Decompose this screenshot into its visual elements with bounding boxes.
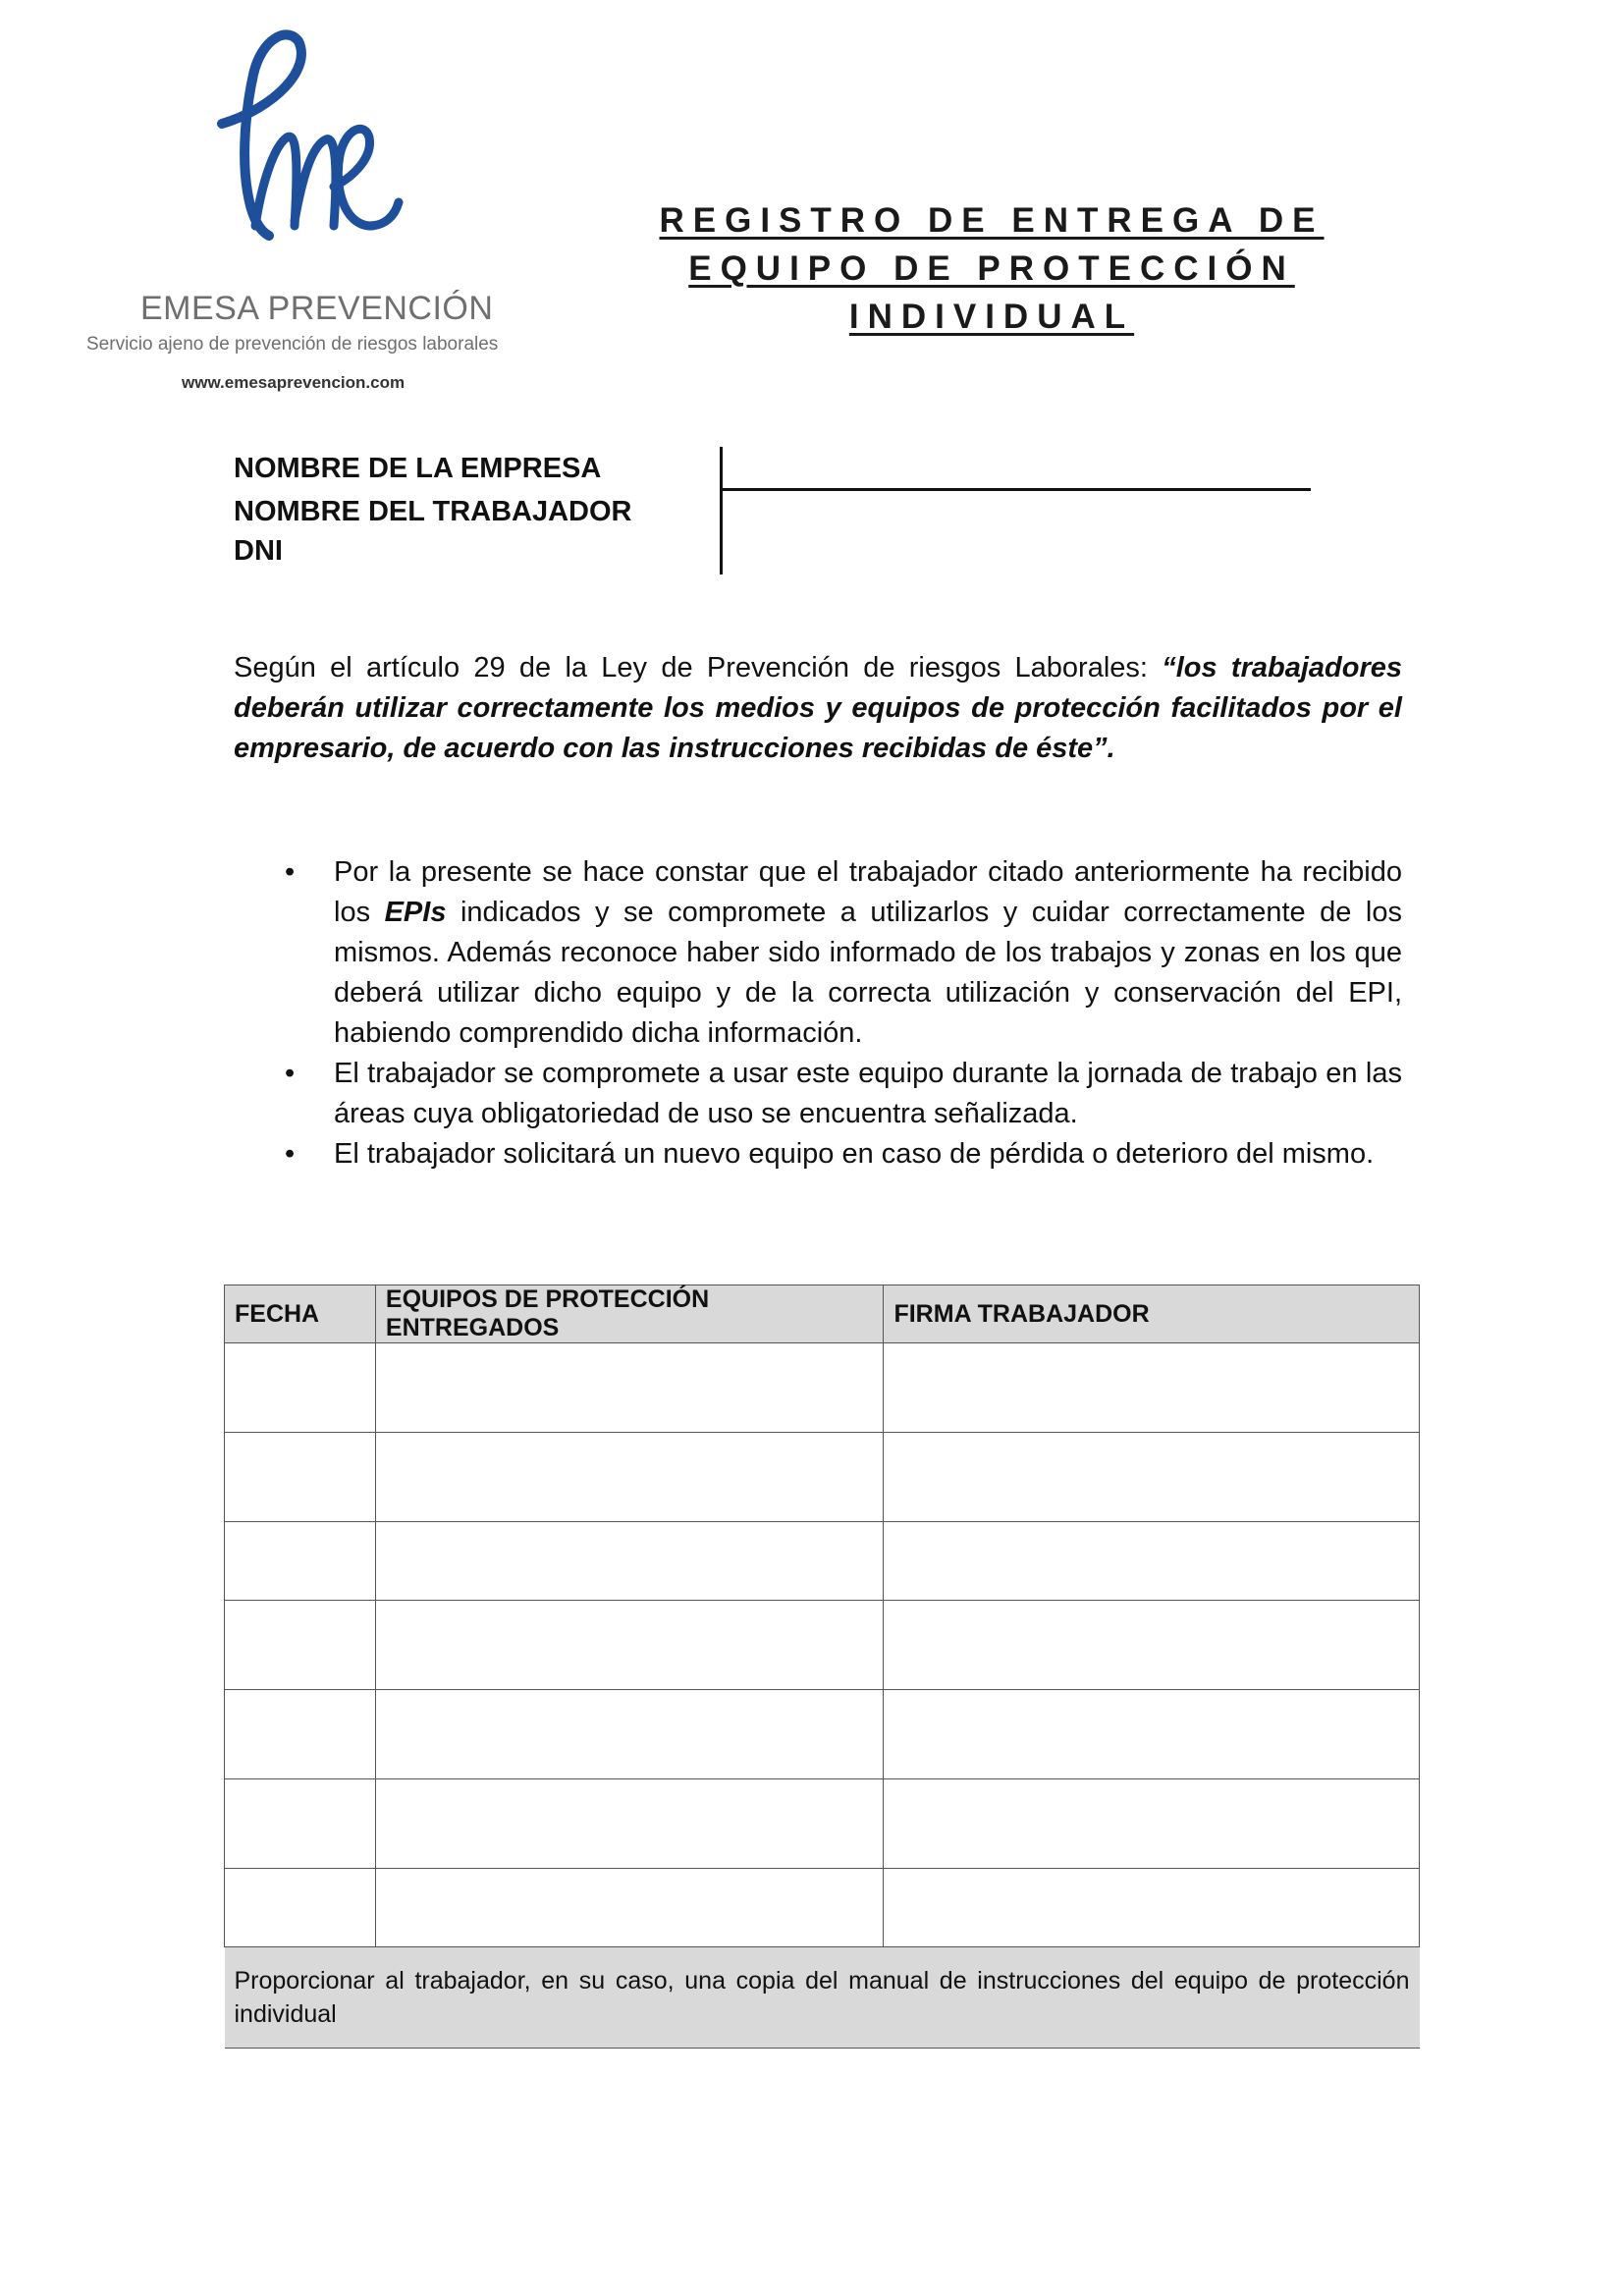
date-cell[interactable] bbox=[225, 1869, 376, 1947]
law-quote: “los trabajadores deberán utilizar correctamente los medios y equipos de protección facilitados por el empresario, de acuerdo con las instrucciones recibidas de éste”. bbox=[234, 652, 1403, 764]
bullet-3-text: El trabajador solicitará un nuevo equipo en caso de pérdida o deterioro del mismo. bbox=[334, 1138, 1375, 1170]
equipment-cell[interactable] bbox=[375, 1601, 884, 1690]
bullet-1-text-end: indicados y se compromete a utilizarlos y cuidar correctamente de los mismos. Además reconoce haber sido informado de los trabajos y zonas en los que deberá utilizar dicho equipo y de la correcta utilización y conservación del EPI, habiendo comprendido dicha información. bbox=[334, 897, 1402, 1049]
title-line-2: EQUIPO DE PROTECCIÓN bbox=[688, 249, 1295, 288]
equipment-cell[interactable] bbox=[375, 1690, 884, 1779]
table-row bbox=[225, 1601, 1420, 1690]
signature-cell[interactable] bbox=[884, 1601, 1420, 1690]
table-header-row bbox=[225, 1285, 1420, 1343]
document-title bbox=[609, 196, 1375, 341]
date-cell[interactable] bbox=[225, 1779, 376, 1869]
equipment-cell[interactable] bbox=[375, 1433, 884, 1522]
company-name-field-line[interactable] bbox=[722, 488, 1311, 491]
bullet-1-emphasis: EPIs bbox=[384, 897, 447, 928]
header-fields bbox=[234, 447, 1314, 574]
instructions-note: Proporcionar al trabajador, en su caso, una copia del manual de instrucciones del equipo de protección individual bbox=[225, 1947, 1420, 2049]
signature-cell[interactable] bbox=[884, 1690, 1420, 1779]
header-date: FECHA bbox=[225, 1285, 376, 1343]
field-vertical-divider bbox=[720, 447, 723, 574]
equipment-cell[interactable] bbox=[375, 1779, 884, 1869]
table-row bbox=[225, 1343, 1420, 1433]
equipment-cell[interactable] bbox=[375, 1869, 884, 1947]
date-cell[interactable] bbox=[225, 1601, 376, 1690]
logo-tagline: Servicio ajeno de prevención de riesgos laborales bbox=[86, 334, 499, 355]
table-row bbox=[225, 1869, 1420, 1947]
worker-name-label: NOMBRE DEL TRABAJADOR bbox=[234, 496, 632, 527]
title-line-3: INDIVIDUAL bbox=[848, 298, 1135, 336]
signature-cell[interactable] bbox=[884, 1779, 1420, 1869]
signature-cell[interactable] bbox=[884, 1869, 1420, 1947]
title-line-1: REGISTRO DE ENTREGA DE bbox=[659, 201, 1325, 240]
table-row bbox=[225, 1779, 1420, 1869]
logo-url: www.emesaprevencion.com bbox=[182, 373, 406, 392]
table-row bbox=[225, 1433, 1420, 1522]
date-cell[interactable] bbox=[225, 1522, 376, 1601]
header-signature: FIRMA TRABAJADOR bbox=[884, 1285, 1420, 1343]
bullet-2-text: El trabajador se compromete a usar este equipo durante la jornada de trabajo en las áreas cuya obligatoriedad de uso se encuentra señalizada. bbox=[334, 1058, 1402, 1129]
table-footer-row bbox=[225, 1947, 1420, 2049]
bullet-icon: • bbox=[285, 856, 296, 888]
bullet-icon: • bbox=[285, 1138, 296, 1170]
table-row bbox=[225, 1522, 1420, 1601]
eme-logo-mark bbox=[196, 29, 422, 275]
list-item bbox=[285, 1134, 1402, 1175]
table-row bbox=[225, 1690, 1420, 1779]
bullet-icon: • bbox=[285, 1058, 296, 1089]
logo-company-name: EMESA PREVENCIÓN bbox=[140, 290, 494, 327]
list-item bbox=[285, 1054, 1402, 1134]
signature-cell[interactable] bbox=[884, 1522, 1420, 1601]
signature-cell[interactable] bbox=[884, 1433, 1420, 1522]
company-logo bbox=[79, 29, 550, 403]
equipment-cell[interactable] bbox=[375, 1343, 884, 1433]
company-name-label: NOMBRE DE LA EMPRESA bbox=[234, 453, 602, 484]
equipment-cell[interactable] bbox=[375, 1522, 884, 1601]
intro-lead: Según el artículo 29 de la Ley de Prevención de riesgos Laborales: bbox=[234, 652, 1163, 683]
list-item bbox=[285, 852, 1402, 1054]
intro-paragraph bbox=[234, 648, 1402, 769]
dni-label: DNI bbox=[234, 535, 283, 567]
date-cell[interactable] bbox=[225, 1433, 376, 1522]
bullet-1-text-start: Por la presente se hace constar que el trabajador citado anteriormente ha recibido los bbox=[334, 856, 1402, 928]
header-equipment: EQUIPOS DE PROTECCIÓN ENTREGADOS bbox=[375, 1285, 884, 1343]
date-cell[interactable] bbox=[225, 1690, 376, 1779]
commitment-list bbox=[285, 852, 1402, 1175]
date-cell[interactable] bbox=[225, 1343, 376, 1433]
signature-cell[interactable] bbox=[884, 1343, 1420, 1433]
epi-delivery-table bbox=[224, 1285, 1420, 2049]
